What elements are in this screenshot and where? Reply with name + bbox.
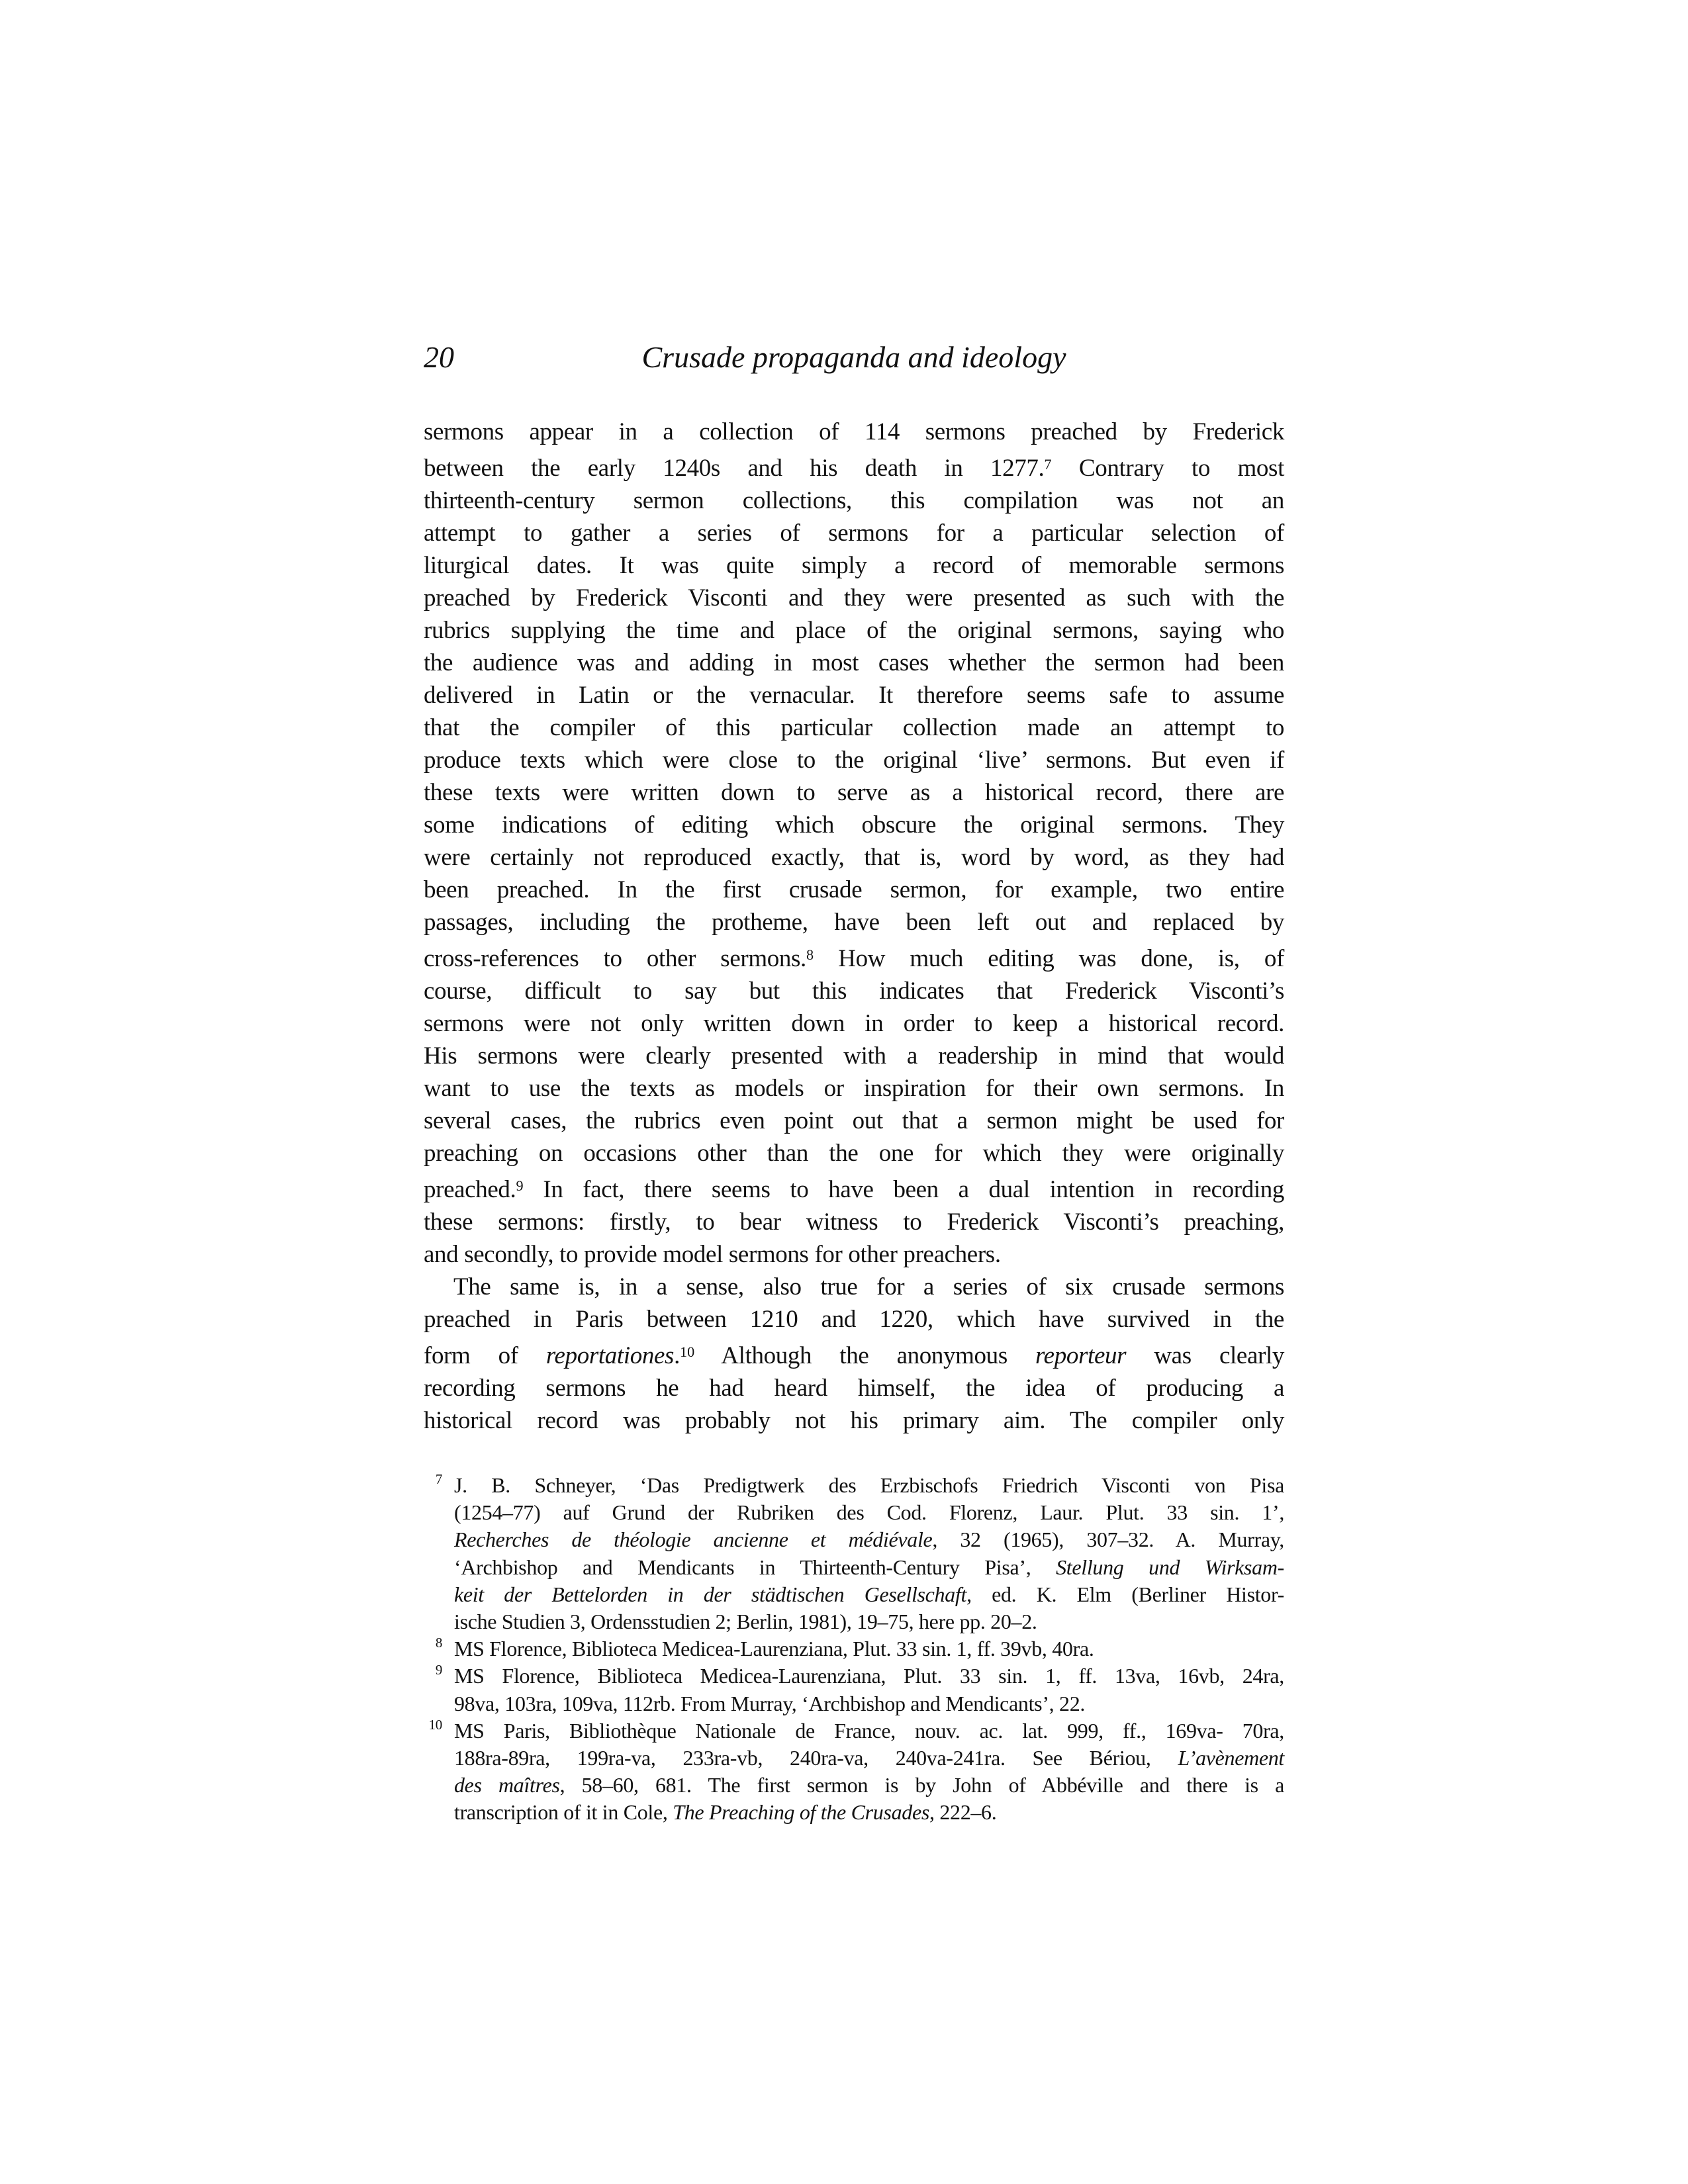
text-run: these sermons: firstly, to bear witness to Frederick Visconti’s preaching, (424, 1208, 1284, 1236)
text-line (454, 1608, 1284, 1635)
text-run: MS Paris, Bibliothèque Nationale de France, nouv. ac. lat. 999, ff., 169va- 70ra, (454, 1718, 1284, 1743)
text-line (424, 1072, 1284, 1105)
text-run: Although the anonymous (694, 1342, 1036, 1369)
text-line (424, 874, 1284, 906)
body-text-block (424, 416, 1284, 1437)
italic-text-run: Stellung und Wirksam- (1056, 1555, 1284, 1579)
text-line (424, 416, 1284, 448)
text-run: the audience was and adding in most cases whether the sermon had been (424, 649, 1284, 676)
text-line (424, 549, 1284, 582)
text-line (424, 1169, 1284, 1206)
text-line (454, 1635, 1284, 1662)
text-line (424, 582, 1284, 614)
text-run: MS Florence, Biblioteca Medicea-Laurenziana, Plut. 33 sin. 1, ff. 39vb, 40ra. (454, 1637, 1094, 1661)
text-run: that the compiler of this particular collection made an attempt to (424, 713, 1284, 741)
text-line (454, 1772, 1284, 1799)
text-run: liturgical dates. It was quite simply a record of memorable sermons (424, 551, 1284, 579)
text-line (424, 647, 1284, 679)
text-line (424, 809, 1284, 841)
text-run: several cases, the rubrics even point out that a sermon might be used for (424, 1107, 1284, 1134)
text-line (424, 1238, 1284, 1271)
italic-text-run: reportationes (545, 1342, 675, 1369)
text-line (424, 1105, 1284, 1137)
text-line (424, 448, 1284, 484)
text-run: . (674, 1342, 680, 1369)
text-line (424, 975, 1284, 1007)
footnote (424, 1472, 1284, 1635)
text-run: ische Studien 3, Ordensstudien 2; Berlin, 1981), 19–75, here pp. 20–2. (454, 1610, 1037, 1634)
paragraph (424, 416, 1284, 1271)
footnote-marker: 10 (679, 1343, 695, 1360)
text-line (454, 1662, 1284, 1690)
text-run: , 32 (1965), 307–32. A. Murray, (932, 1527, 1284, 1552)
text-run: form of (424, 1342, 546, 1369)
text-run: MS Florence, Biblioteca Medicea-Laurenziana, Plut. 33 sin. 1, ff. 13va, 16vb, 24ra, (454, 1664, 1284, 1688)
text-run: attempt to gather a series of sermons for a particular selection of (424, 519, 1284, 547)
text-line (424, 776, 1284, 809)
text-run: preached by Frederick Visconti and they were presented as such with the (424, 584, 1284, 612)
text-run: and secondly, to provide model sermons for other preachers. (424, 1240, 1001, 1268)
text-run: delivered in Latin or the vernacular. It therefore seems safe to assume (424, 681, 1284, 709)
text-line (424, 1336, 1284, 1372)
footnotes-block (424, 1472, 1284, 1827)
text-run: ‘Archbishop and Mendicants in Thirteenth-Century Pisa’, (454, 1555, 1056, 1579)
italic-text-run: reporteur (1035, 1342, 1127, 1369)
footnote-number: 10 (428, 1716, 442, 1733)
text-run: course, difficult to say but this indicates that Frederick Visconti’s (424, 977, 1284, 1005)
text-line (454, 1499, 1284, 1526)
text-line (454, 1690, 1284, 1717)
footnote (424, 1635, 1284, 1662)
footnote (424, 1662, 1284, 1717)
text-line (424, 1303, 1284, 1336)
text-run: sermons appear in a collection of 114 sermons preached by Frederick (424, 418, 1284, 445)
text-run: been preached. In the first crusade sermon, for example, two entire (424, 876, 1284, 903)
italic-text-run: Recherches de théologie ancienne et médiévale (454, 1527, 933, 1552)
text-run: cross-references to other sermons. (424, 944, 806, 972)
text-line (454, 1799, 1284, 1826)
text-run: rubrics supplying the time and place of the original sermons, saying who (424, 616, 1284, 644)
text-run: The same is, in a sense, also true for a series of six crusade sermons (453, 1273, 1284, 1300)
text-line (424, 906, 1284, 938)
footnote-number: 9 (435, 1662, 442, 1678)
text-run: recording sermons he had heard himself, the idea of producing a (424, 1374, 1284, 1402)
text-run: want to use the texts as models or inspiration for their own sermons. In (424, 1074, 1284, 1102)
text-line (424, 841, 1284, 874)
italic-text-run: keit der Bettelorden in der städtischen Gesellschaft (454, 1582, 967, 1606)
text-run: In fact, there seems to have been a dual intention in recording (523, 1175, 1284, 1203)
text-run: , 222–6. (929, 1800, 997, 1825)
text-line (424, 484, 1284, 517)
text-run: were certainly not reproduced exactly, that is, word by word, as they had (424, 843, 1284, 871)
text-run: preaching on occasions other than the one for which they were originally (424, 1139, 1284, 1167)
page-number: 20 (424, 340, 454, 374)
running-title: Crusade propaganda and ideology (641, 340, 1066, 374)
footnote-marker: 9 (516, 1177, 524, 1194)
page-header (424, 338, 1284, 377)
text-run: , 58–60, 681. The first sermon is by John of Abbéville and there is a (559, 1773, 1284, 1797)
text-run: produce texts which were close to the original ‘live’ sermons. But even if (424, 746, 1284, 774)
footnote (424, 1717, 1284, 1827)
text-line (454, 1581, 1284, 1608)
text-run: transcription of it in Cole, (454, 1800, 673, 1825)
text-run: sermons were not only written down in order to keep a historical record. (424, 1009, 1284, 1037)
text-line (454, 1745, 1284, 1772)
text-line (424, 1206, 1284, 1238)
text-run: 98va, 103ra, 109va, 112rb. From Murray, ‘Archbishop and Mendicants’, 22. (454, 1691, 1086, 1715)
text-run: 188ra-89ra, 199ra-va, 233ra-vb, 240ra-va, 240va-241ra. See Bériou, (454, 1746, 1178, 1770)
text-run: historical record was probably not his primary aim. The compiler only (424, 1406, 1284, 1434)
text-run: thirteenth-century sermon collections, this compilation was not an (424, 486, 1284, 514)
text-line (424, 1137, 1284, 1169)
text-line (424, 1404, 1284, 1437)
text-line (454, 1526, 1284, 1553)
footnote-marker: 7 (1044, 456, 1052, 473)
footnote-marker: 8 (806, 946, 814, 963)
italic-text-run: L’avènement (1178, 1746, 1284, 1770)
text-line (454, 1554, 1284, 1581)
paragraph (424, 1271, 1284, 1437)
text-line (424, 711, 1284, 744)
text-run: was clearly (1126, 1342, 1284, 1369)
text-line (424, 1271, 1284, 1303)
text-run: passages, including the protheme, have been left out and replaced by (424, 908, 1284, 936)
text-run: How much editing was done, is, of (814, 944, 1284, 972)
text-line (424, 517, 1284, 549)
text-line (424, 679, 1284, 711)
text-run: these texts were written down to serve as a historical record, there are (424, 778, 1284, 806)
text-run: Contrary to most (1051, 454, 1284, 482)
text-line (424, 1372, 1284, 1404)
footnote-number: 8 (435, 1635, 442, 1651)
text-line (424, 1007, 1284, 1040)
text-line (424, 614, 1284, 647)
text-run: between the early 1240s and his death in 1277. (424, 454, 1045, 482)
text-line (454, 1472, 1284, 1499)
text-line (424, 1040, 1284, 1072)
text-line (454, 1717, 1284, 1745)
text-run: J. B. Schneyer, ‘Das Predigtwerk des Erzbischofs Friedrich Visconti von Pisa (454, 1473, 1284, 1497)
text-run: preached in Paris between 1210 and 1220, which have survived in the (424, 1305, 1284, 1333)
text-run: some indications of editing which obscure the original sermons. They (424, 811, 1284, 839)
italic-text-run: des maîtres (454, 1773, 560, 1797)
footnote-number: 7 (435, 1471, 442, 1487)
text-run: preached. (424, 1175, 516, 1203)
text-line (424, 938, 1284, 975)
text-line (424, 744, 1284, 776)
italic-text-run: The Preaching of the Crusades (673, 1800, 929, 1825)
text-run: His sermons were clearly presented with a readership in mind that would (424, 1042, 1284, 1069)
text-run: , ed. K. Elm (Berliner Histor- (966, 1582, 1284, 1606)
text-run: (1254–77) auf Grund der Rubriken des Cod. Florenz, Laur. Plut. 33 sin. 1’, (454, 1500, 1284, 1525)
